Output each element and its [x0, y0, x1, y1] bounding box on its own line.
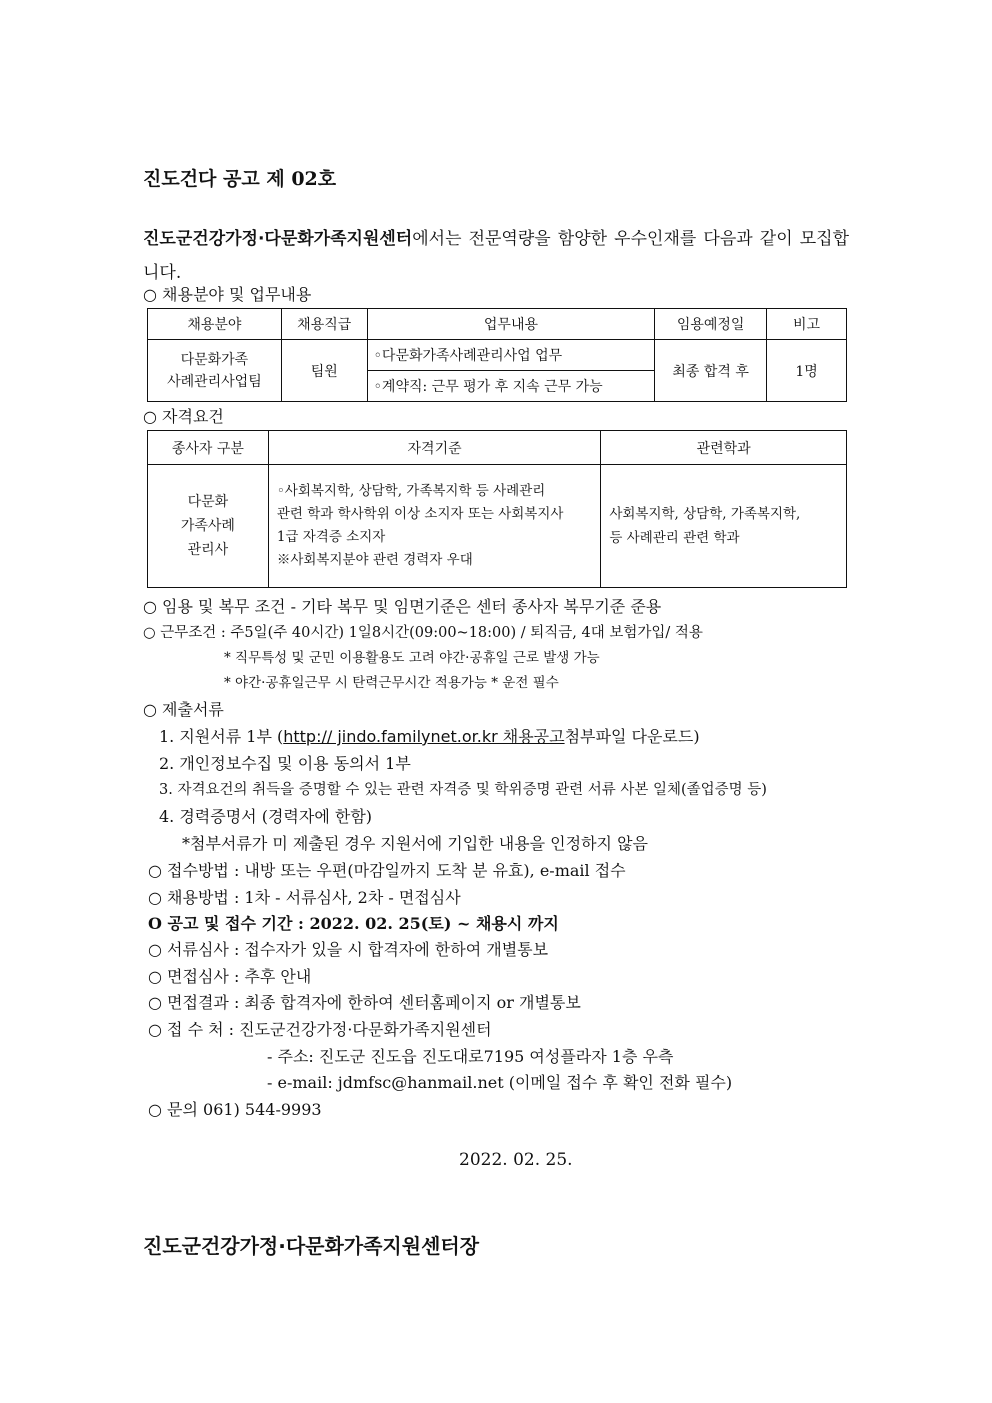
category-line: 관리사 — [187, 542, 229, 558]
recruitment-link[interactable]: http:// jindo.familynet.or.kr 채용공고 — [283, 727, 565, 746]
table-row — [148, 465, 847, 588]
document-item — [159, 724, 700, 747]
major-line: 사회복지학, 상담학, 가족복지학, — [609, 506, 801, 522]
table-row — [148, 340, 847, 371]
organization-name: 진도군건강가정·다문화가족지원센터 — [143, 229, 413, 249]
documents-heading: ○ 제출서류 — [143, 700, 224, 719]
header-major: 관련학과 — [601, 431, 847, 465]
cell-start-date: 최종 합격 후 — [655, 340, 767, 402]
work-note: * 야간·공휴일근무 시 탄력근무시간 적용가능 * 운전 필수 — [224, 675, 559, 691]
notice-number: 진도건다 공고 제 02호 — [143, 168, 337, 190]
cell-major — [601, 465, 847, 588]
interview-result: ○ 면접결과 : 최종 합격자에 한하여 센터홈페이지 or 개별통보 — [148, 993, 581, 1012]
email: - e-mail: jdmfsc@hanmail.net (이메일 접수 후 확인 전화 필수) — [267, 1073, 733, 1092]
header-note: 비고 — [767, 309, 847, 340]
document-item: 4. 경력증명서 (경력자에 한함) — [159, 807, 373, 826]
category-line: 가족사례 — [180, 518, 235, 534]
header-rank: 채용직급 — [281, 309, 367, 340]
section-heading-positions: ○ 채용분야 및 업무내용 — [143, 285, 312, 304]
document-screening: ○ 서류심사 : 접수자가 있을 시 합격자에 한하여 개별통보 — [148, 940, 549, 959]
header-category: 종사자 구분 — [148, 431, 269, 465]
receipt-method: ○ 접수방법 : 내방 또는 우편(마감일까지 도착 분 유효), e-mail 접수 — [148, 861, 626, 880]
field-line: 다문화가족 — [180, 351, 249, 368]
work-note: * 직무특성 및 군민 이용활용도 고려 야간·공휴일 근로 발생 가능 — [224, 650, 600, 666]
criteria-line: ※사회복지분야 관련 경력자 우대 — [276, 552, 473, 568]
document-item-text: 첨부파일 다운로드) — [564, 727, 700, 746]
criteria-line: 1급 자격증 소지자 — [276, 529, 386, 545]
signature: 진도군건강가정·다문화가족지원센터장 — [143, 1234, 480, 1258]
intro-text: 에서는 전문역량을 함양한 우수인재를 다음과 같이 모집합니다. — [143, 229, 849, 283]
criteria-line: ◦사회복지학, 상담학, 가족복지학 등 사례관리 — [276, 483, 546, 499]
table-header-row — [148, 309, 847, 340]
address: - 주소: 진도군 진도읍 진도대로7195 여성플라자 1층 우측 — [267, 1047, 674, 1066]
header-start-date: 임용예정일 — [655, 309, 767, 340]
cell-rank: 팀원 — [281, 340, 367, 402]
section-heading-qualifications: ○ 자격요건 — [143, 407, 224, 426]
category-line: 다문화 — [187, 494, 229, 510]
cell-field — [148, 340, 282, 402]
notice-date: 2022. 02. 25. — [459, 1150, 573, 1170]
cell-duty: ◦다문화가족사례관리사업 업무 — [367, 340, 655, 371]
document-item-text: 1. 지원서류 1부 ( — [159, 727, 284, 746]
interview-screening: ○ 면접심사 : 추후 안내 — [148, 967, 312, 986]
positions-table — [147, 308, 847, 402]
employment-conditions: ○ 임용 및 복무 조건 - 기타 복무 및 임면기준은 센터 종사자 복무기준 준용 — [143, 597, 662, 616]
header-field: 채용분야 — [148, 309, 282, 340]
document-item: 3. 자격요건의 취득을 증명할 수 있는 관련 자격증 및 학위증명 관련 서류 사본 일체(졸업증명 등) — [159, 782, 767, 798]
selection-method: ○ 채용방법 : 1차 - 서류심사, 2차 - 면접심사 — [148, 888, 461, 907]
header-criteria: 자격기준 — [268, 431, 601, 465]
intro-paragraph — [143, 222, 849, 290]
contact: ○ 문의 061) 544-9993 — [148, 1100, 322, 1119]
cell-note: 1명 — [767, 340, 847, 402]
work-conditions: ○ 근무조건 : 주5일(주 40시간) 1일8시간(09:00~18:00) / 퇴직금, 4대 보험가입/ 적용 — [143, 625, 703, 641]
document-item: 2. 개인정보수집 및 이용 동의서 1부 — [159, 754, 411, 773]
criteria-line: 관련 학과 학사학위 이상 소지자 또는 사회복지사 — [276, 506, 564, 522]
cell-criteria — [268, 465, 601, 588]
receipt-place: ○ 접 수 처 : 진도군건강가정·다문화가족지원센터 — [148, 1020, 492, 1039]
header-duties: 업무내용 — [367, 309, 655, 340]
cell-duty: ◦계약직: 근무 평가 후 지속 근무 가능 — [367, 371, 655, 402]
application-period: O 공고 및 접수 기간 : 2022. 02. 25(토) ~ 채용시 까지 — [148, 914, 559, 933]
documents-note: *첨부서류가 미 제출된 경우 지원서에 기입한 내용을 인정하지 않음 — [182, 834, 649, 853]
major-line: 등 사례관리 관련 학과 — [609, 530, 740, 546]
table-header-row — [148, 431, 847, 465]
field-line: 사례관리사업팀 — [167, 373, 262, 390]
qualifications-table — [147, 430, 847, 588]
cell-category — [148, 465, 269, 588]
